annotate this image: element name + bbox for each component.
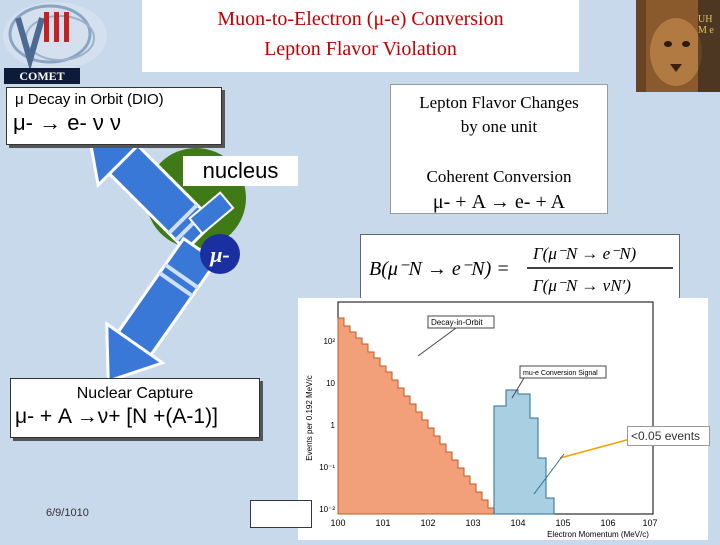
footer-date: 6/9/1010 — [46, 507, 89, 519]
plot-xlabel: Electron Momentum (MeV/c) — [547, 530, 649, 539]
dio-box — [6, 87, 222, 145]
momentum-spectrum-plot — [298, 298, 708, 540]
svg-text:Γ(μ⁻N → νN′): Γ(μ⁻N → νN′) — [533, 276, 631, 295]
nucleus-label: nucleus — [183, 156, 298, 186]
xtick: 100 — [330, 518, 346, 528]
xtick: 105 — [555, 518, 571, 528]
capture-box — [10, 378, 260, 438]
branching-ratio-box — [360, 234, 680, 300]
lfv-line3: Coherent Conversion — [426, 167, 572, 186]
xtick: 106 — [600, 518, 616, 528]
dio-title: μ Decay in Orbit (DIO) — [15, 91, 164, 108]
svg-text:Γ(μ⁻N → e⁻N): Γ(μ⁻N → e⁻N) — [533, 244, 637, 263]
mascot-photo — [636, 0, 720, 92]
plot-ylabel: Events per 0.192 MeV/c — [305, 375, 314, 461]
events-note: <0.05 events — [627, 426, 710, 446]
footer-box — [250, 500, 312, 528]
capture-title: Nuclear Capture — [76, 385, 194, 402]
dio-annotation: Decay-in-Orbit — [431, 318, 483, 327]
capture-formula: μ- + A →ν+ [N +(A-1)] — [15, 405, 218, 428]
xtick: 103 — [465, 518, 481, 528]
photo-caption: UH M e — [698, 14, 714, 36]
xtick: 107 — [642, 518, 658, 528]
ytick: 10² — [323, 337, 335, 346]
title-line-2: Lepton Flavor Violation — [264, 38, 457, 60]
dio-formula: μ- → e- ν ν — [13, 110, 122, 135]
ytick: 10⁻¹ — [319, 463, 335, 472]
lfv-formula: μ- + A → e- + A — [432, 191, 566, 213]
lfv-line1: Lepton Flavor Changes — [419, 93, 579, 112]
lfv-box — [390, 84, 608, 214]
signal-annotation: mu-e Conversion Signal — [523, 370, 598, 377]
ytick: 10 — [326, 379, 335, 388]
lfv-line2: by one unit — [460, 117, 538, 136]
experiment-label: COMET — [4, 68, 80, 84]
svg-text:B(μ⁻N → e⁻N) =: B(μ⁻N → e⁻N) = — [369, 258, 510, 280]
ytick: 10⁻² — [319, 505, 335, 514]
xtick: 101 — [375, 518, 391, 528]
muon-label: μ- — [210, 242, 230, 267]
xtick: 104 — [510, 518, 526, 528]
title-line-1: Muon-to-Electron (μ-e) Conversion — [217, 8, 504, 30]
xtick: 102 — [420, 518, 436, 528]
ytick: 1 — [330, 421, 335, 430]
